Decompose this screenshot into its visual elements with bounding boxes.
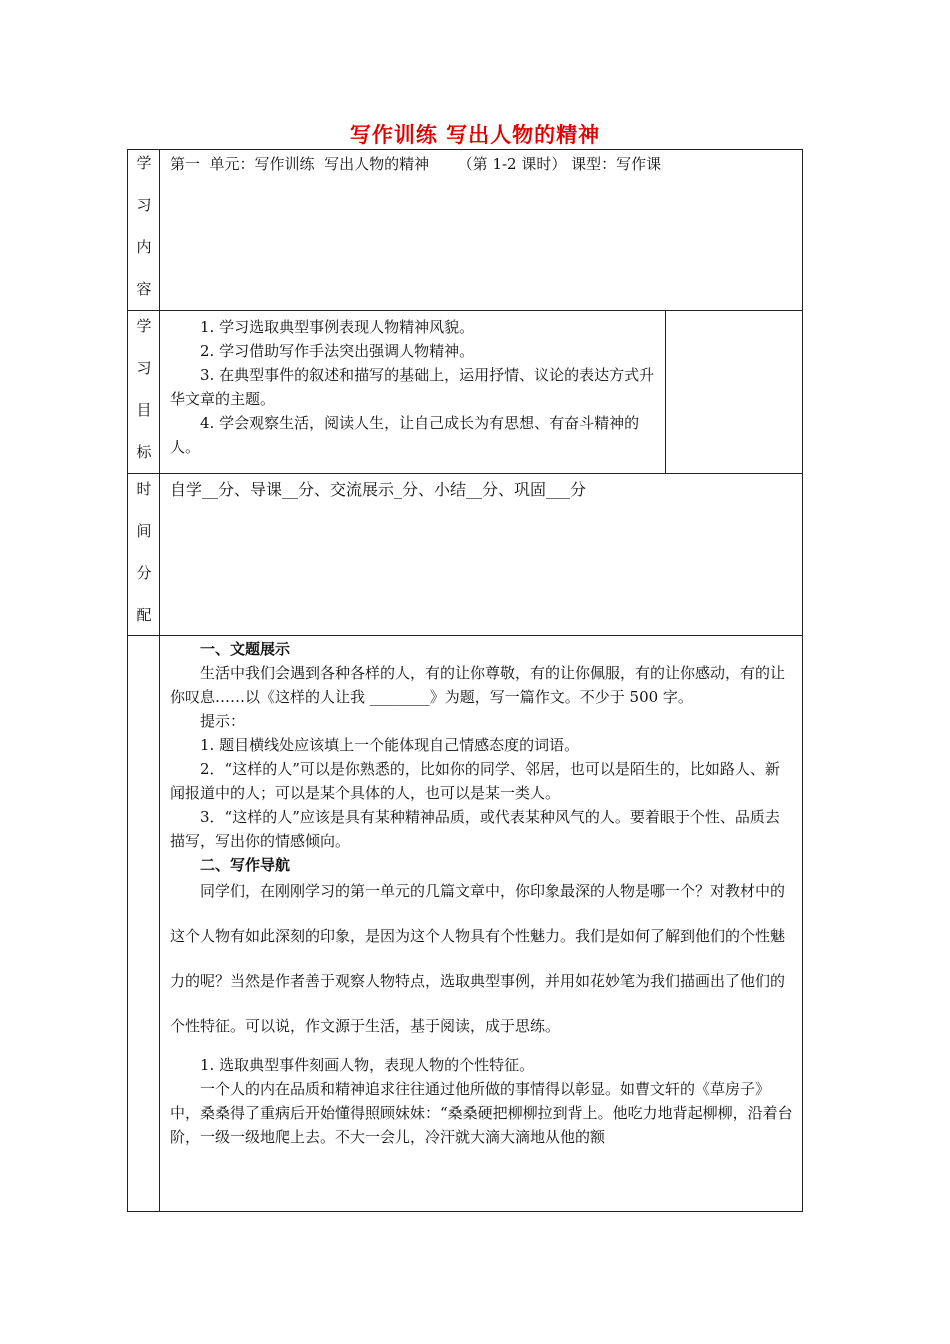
- label-char: 间: [136, 522, 152, 540]
- label-char: 习: [136, 196, 152, 214]
- time-allocation-text: 自学__分、导课__分、交流展示_分、小结__分、巩固___分: [170, 480, 587, 499]
- goals-list: [170, 315, 660, 459]
- hint-item: 2．“这样的人”可以是你熟悉的，比如你的同学、邻居，也可以是陌生的，比如路人、新闻报道中的人；可以是某个具体的人，也可以是某一类人。: [170, 760, 780, 802]
- label-char: 目: [136, 401, 152, 419]
- hint-item: 3．“这样的人”应该是具有某种精神品质，或代表某种风气的人。要着眼于个性、品质去描写，写出你的情感倾向。: [170, 808, 780, 850]
- table-border-right: [802, 149, 803, 1212]
- label-char: 习: [136, 359, 152, 377]
- label-char: 分: [136, 564, 152, 582]
- guide-point: 1. 选取典型事件刻画人物，表现人物的个性特征。: [200, 1056, 535, 1074]
- lesson-body: [170, 637, 794, 1149]
- table-border-left: [127, 149, 128, 1212]
- writing-guide: 同学们，在刚刚学习的第一单元的几篇文章中，你印象最深的人物是哪一个？对教材中的这个人物有如此深刻的印象，是因为这个人物具有个性魅力。我们是如何了解到他们的个性魅力的呢？当然是作者善于观察人物特点，选取典型事例，并用如花妙笔为我们描画出了他们的个性特征。可以说，作文源于生活，基于阅读，成于思练。: [170, 882, 786, 1035]
- row-divider-3: [127, 635, 803, 636]
- label-char: 时: [136, 480, 152, 498]
- writing-prompt: 生活中我们会遇到各种各样的人，有的让你尊敬，有的让你佩服，有的让你感动，有的让你叹息……以《这样的人让我 ________》为题，写一篇作文。不少于 500 字。: [170, 664, 786, 706]
- hint-label: 提示：: [200, 712, 246, 730]
- label-char: 学: [136, 317, 152, 335]
- example-paragraph: 一个人的内在品质和精神追求往往通过他所做的事情得以彰显。如曹文轩的《草房子》中，桑桑得了重病后开始懂得照顾妹妹：“桑桑硬把柳柳拉到背上。他吃力地背起柳柳，沿着台阶，一级一级地爬上去。不大一会儿，冷汗就大滴大滴地从他的额: [170, 1080, 793, 1146]
- section-heading: 二、写作导航: [200, 856, 291, 874]
- label-column-divider: [159, 149, 160, 1212]
- row-divider-1: [127, 310, 803, 311]
- table-border-top: [127, 149, 803, 150]
- goal-item: 2. 学习借助写作手法突出强调人物精神。: [200, 342, 475, 360]
- goals-inner-divider: [665, 310, 666, 473]
- page-title: 写作训练 写出人物的精神: [349, 123, 601, 147]
- label-char: 容: [136, 280, 152, 298]
- goal-item: 1. 学习选取典型事例表现人物精神风貌。: [200, 318, 475, 336]
- section-heading: 一、文题展示: [200, 640, 291, 658]
- label-char: 配: [136, 606, 152, 624]
- table-border-bottom: [127, 1211, 803, 1212]
- label-char: 内: [136, 238, 152, 256]
- goal-item: 3. 在典型事件的叙述和描写的基础上，运用抒情、议论的表达方式升华文章的主题。: [170, 366, 655, 408]
- label-char: 学: [136, 154, 152, 172]
- row-divider-2: [127, 473, 803, 474]
- hint-item: 1. 题目横线处应该填上一个能体现自己情感态度的词语。: [200, 736, 580, 754]
- goal-item: 4. 学会观察生活，阅读人生，让自己成长为有思想、有奋斗精神的人。: [170, 414, 640, 456]
- content-row-text: 第一 单元：写作训练 写出人物的精神 （第 1-2 课时） 课型：写作课: [170, 155, 662, 173]
- label-char: 标: [136, 443, 152, 461]
